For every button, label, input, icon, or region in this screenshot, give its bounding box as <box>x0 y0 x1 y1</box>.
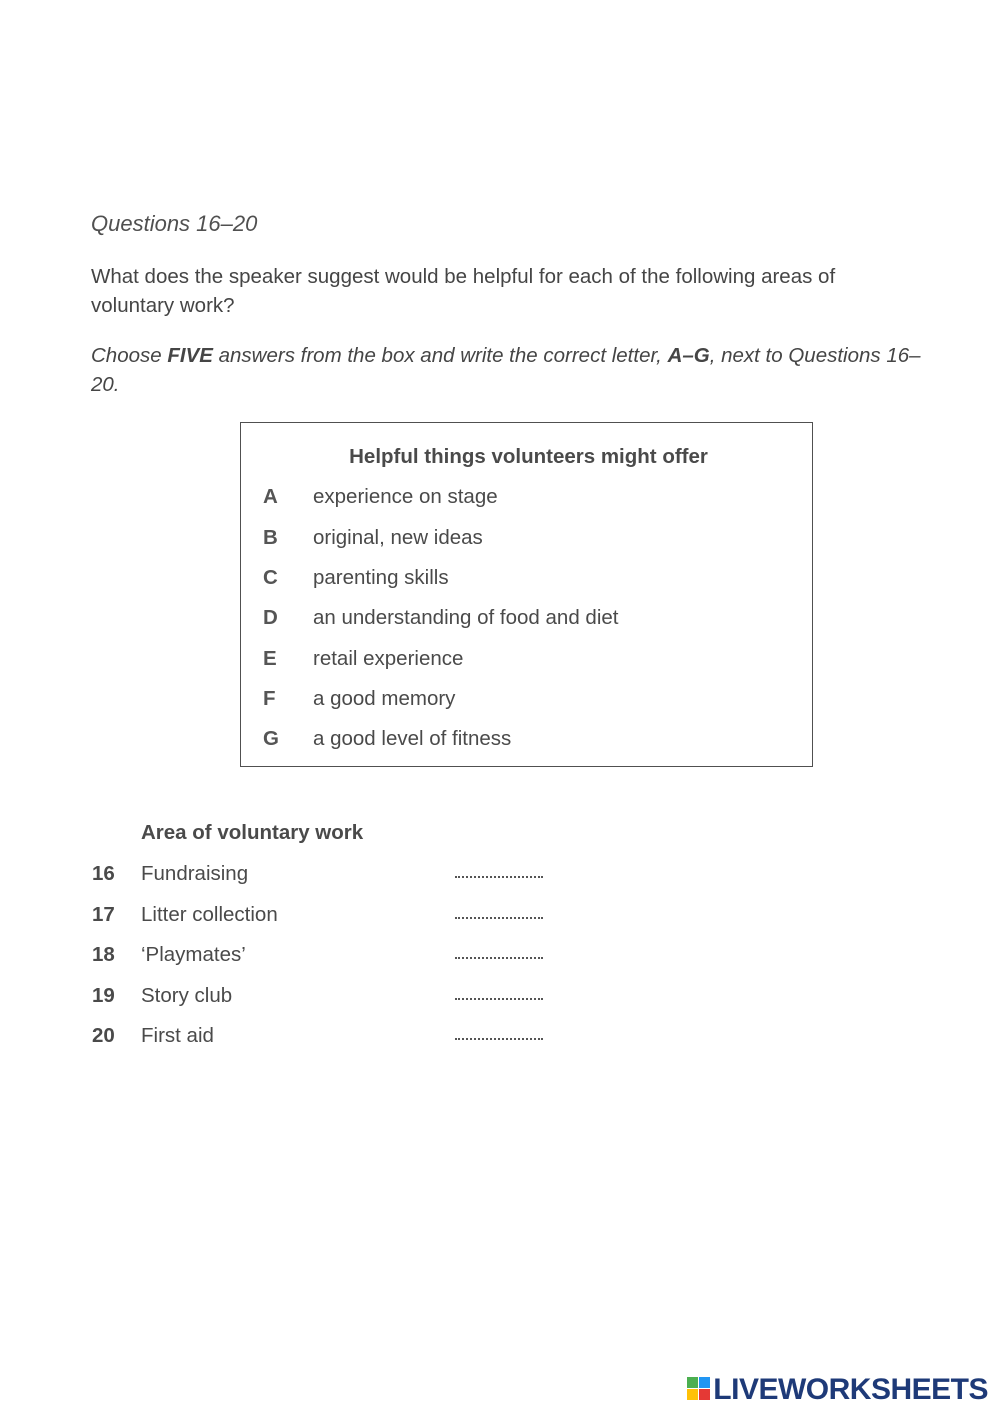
question-number: 20 <box>92 1024 115 1047</box>
question-label: First aid <box>141 1024 214 1047</box>
option-text: retail experience <box>313 647 464 670</box>
answer-blank[interactable] <box>455 998 543 1000</box>
option-letter: E <box>263 647 277 670</box>
question-row-20 <box>0 1024 1000 1054</box>
question-row-17 <box>0 903 1000 933</box>
option-b <box>241 526 801 556</box>
question-label: Litter collection <box>141 903 278 926</box>
watermark-text: LIVEWORKSHEETS <box>713 1373 988 1406</box>
question-number: 19 <box>92 984 115 1007</box>
option-letter: G <box>263 727 279 750</box>
option-e <box>241 647 801 677</box>
option-letter: D <box>263 606 278 629</box>
options-box <box>240 422 813 767</box>
instruction-text: Choose FIVE answers from the box and write the correct letter, A–G, next to Questions 16–20. <box>91 344 921 396</box>
answer-blank[interactable] <box>455 876 543 878</box>
option-text: original, new ideas <box>313 526 483 549</box>
question-row-18 <box>0 943 1000 973</box>
question-row-19 <box>0 984 1000 1014</box>
option-text: experience on stage <box>313 485 498 508</box>
answer-blank[interactable] <box>455 957 543 959</box>
option-text: a good memory <box>313 687 456 710</box>
question-label: Fundraising <box>141 862 249 885</box>
option-text: parenting skills <box>313 566 449 589</box>
answer-blank[interactable] <box>455 917 543 919</box>
area-heading: Area of voluntary work <box>141 821 364 844</box>
option-text: a good level of fitness <box>313 727 512 750</box>
question-row-16 <box>0 862 1000 892</box>
answer-blank[interactable] <box>455 1038 543 1040</box>
question-label: ‘Playmates’ <box>141 943 246 966</box>
option-letter: B <box>263 526 278 549</box>
option-c <box>241 566 801 596</box>
liveworksheets-logo-icon <box>687 1377 711 1401</box>
option-d <box>241 606 801 636</box>
option-letter: F <box>263 687 276 710</box>
options-box-title: Helpful things volunteers might offer <box>349 445 708 468</box>
question-text: What does the speaker suggest would be helpful for each of the following areas of voluntary work? <box>91 265 836 317</box>
liveworksheets-watermark <box>687 1373 988 1407</box>
question-number: 18 <box>92 943 115 966</box>
option-text: an understanding of food and diet <box>313 606 619 629</box>
option-a <box>241 485 801 515</box>
questions-heading: Questions 16–20 <box>91 211 258 236</box>
question-label: Story club <box>141 984 233 1007</box>
option-g <box>241 727 801 757</box>
question-number: 17 <box>92 903 115 926</box>
question-number: 16 <box>92 862 115 885</box>
option-letter: C <box>263 566 278 589</box>
option-letter: A <box>263 485 278 508</box>
option-f <box>241 687 801 717</box>
